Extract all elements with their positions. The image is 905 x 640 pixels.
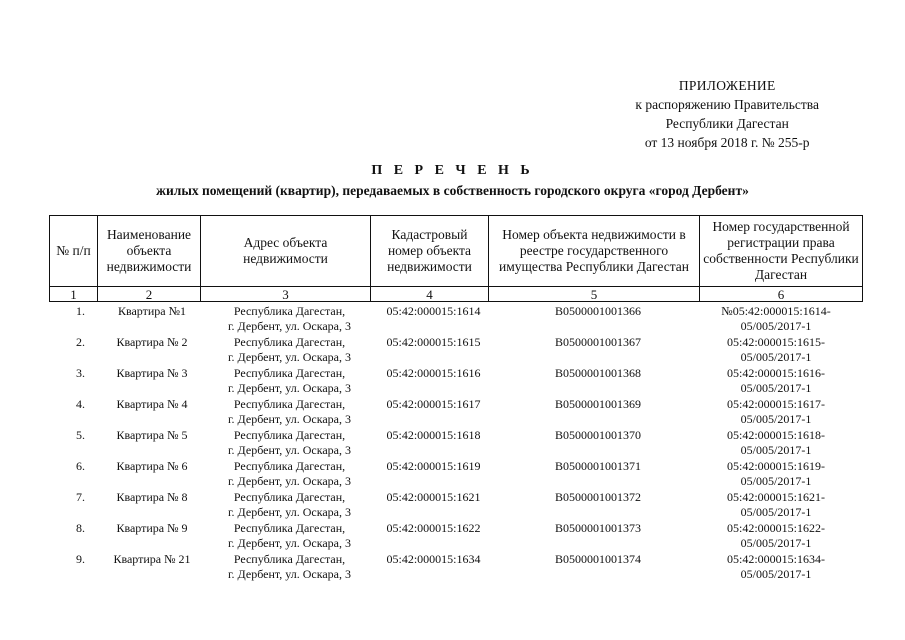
registry-number-text: В0500001001374 bbox=[554, 552, 641, 566]
object-name bbox=[98, 490, 201, 521]
row-number-text: 3. bbox=[76, 366, 85, 380]
cadastral-number-text: 05:42:000015:1618 bbox=[386, 428, 481, 442]
row-number-text: 8. bbox=[76, 521, 85, 535]
registry-number-text: В0500001001368 bbox=[554, 366, 641, 380]
state-registration-number bbox=[700, 428, 863, 459]
object-address bbox=[201, 335, 371, 366]
state-registration-line-2: 05/005/2017-1 bbox=[740, 318, 812, 333]
state-registration-line-1: 05:42:000015:1619- bbox=[727, 459, 825, 473]
table-row bbox=[50, 459, 863, 490]
object-address bbox=[201, 397, 371, 428]
column-number: 6 bbox=[700, 287, 863, 302]
state-registration-number bbox=[700, 552, 863, 583]
row-number bbox=[50, 490, 98, 521]
state-registration-line-1: 05:42:000015:1618- bbox=[727, 428, 825, 442]
state-registration-line-2: 05/005/2017-1 bbox=[740, 349, 812, 364]
address-line-2: г. Дербент, ул. Оскара, 3 bbox=[227, 473, 352, 488]
header-number: № п/п bbox=[50, 216, 98, 287]
registry-number bbox=[489, 552, 700, 583]
cadastral-number-text: 05:42:000015:1616 bbox=[386, 366, 481, 380]
table-column-numbers-row bbox=[50, 287, 863, 302]
row-number-text: 4. bbox=[76, 397, 85, 411]
state-registration-line-1: 05:42:000015:1622- bbox=[727, 521, 825, 535]
table-row bbox=[50, 366, 863, 397]
row-number bbox=[50, 335, 98, 366]
address-line-2: г. Дербент, ул. Оскара, 3 bbox=[227, 318, 352, 333]
state-registration-line-1: 05:42:000015:1616- bbox=[727, 366, 825, 380]
row-number bbox=[50, 366, 98, 397]
object-address bbox=[201, 521, 371, 552]
cadastral-number-text: 05:42:000015:1615 bbox=[386, 335, 481, 349]
address-line-2: г. Дербент, ул. Оскара, 3 bbox=[227, 349, 352, 364]
address-line-2: г. Дербент, ул. Оскара, 3 bbox=[227, 442, 352, 457]
header-cadastral: Кадастровый номер объекта недвижимости bbox=[371, 216, 489, 287]
state-registration-number bbox=[700, 521, 863, 552]
object-address bbox=[201, 366, 371, 397]
object-address bbox=[201, 428, 371, 459]
table-row bbox=[50, 302, 863, 336]
cadastral-number bbox=[371, 521, 489, 552]
row-number-text: 6. bbox=[76, 459, 85, 473]
state-registration-line-2: 05/005/2017-1 bbox=[740, 411, 812, 426]
column-number: 3 bbox=[201, 287, 371, 302]
cadastral-number-text: 05:42:000015:1634 bbox=[386, 552, 481, 566]
header-address: Адрес объекта недвижимости bbox=[201, 216, 371, 287]
state-registration-number bbox=[700, 335, 863, 366]
cadastral-number bbox=[371, 459, 489, 490]
cadastral-number bbox=[371, 397, 489, 428]
registry-number-text: В0500001001372 bbox=[554, 490, 641, 504]
registry-number bbox=[489, 490, 700, 521]
state-registration-number bbox=[700, 302, 863, 336]
table-row bbox=[50, 335, 863, 366]
object-name bbox=[98, 521, 201, 552]
object-name bbox=[98, 366, 201, 397]
table-row bbox=[50, 428, 863, 459]
cadastral-number-text: 05:42:000015:1614 bbox=[386, 304, 481, 318]
object-name-text: Квартира № 9 bbox=[116, 521, 188, 535]
registry-number bbox=[489, 428, 700, 459]
row-number-text: 7. bbox=[76, 490, 85, 504]
registry-number-text: В0500001001366 bbox=[554, 304, 641, 318]
annex-line-order: к распоряжению Правительства bbox=[635, 97, 819, 112]
table-row bbox=[50, 490, 863, 521]
state-registration-number bbox=[700, 490, 863, 521]
row-number bbox=[50, 397, 98, 428]
annex-title: ПРИЛОЖЕНИЕ bbox=[678, 78, 776, 93]
address-line-1: Республика Дагестан, bbox=[233, 397, 346, 411]
state-registration-line-2: 05/005/2017-1 bbox=[740, 535, 812, 550]
object-name bbox=[98, 302, 201, 336]
address-line-2: г. Дербент, ул. Оскара, 3 bbox=[227, 566, 352, 581]
objects-table bbox=[49, 215, 863, 583]
annex-line-date: от 13 ноября 2018 г. № 255-р bbox=[644, 135, 810, 150]
object-name-text: Квартира № 6 bbox=[116, 459, 188, 473]
object-name-text: Квартира № 5 bbox=[116, 428, 188, 442]
annex-block bbox=[635, 76, 819, 152]
state-registration-line-1: 05:42:000015:1617- bbox=[727, 397, 825, 411]
address-line-2: г. Дербент, ул. Оскара, 3 bbox=[227, 504, 352, 519]
object-name-text: Квартира №1 bbox=[117, 304, 187, 318]
state-registration-line-1: №05:42:000015:1614- bbox=[721, 304, 831, 318]
annex-line-republic: Республики Дагестан bbox=[665, 116, 789, 131]
registry-number-text: В0500001001371 bbox=[554, 459, 641, 473]
state-registration-number bbox=[700, 459, 863, 490]
address-line-1: Республика Дагестан, bbox=[233, 428, 346, 442]
cadastral-number-text: 05:42:000015:1617 bbox=[386, 397, 481, 411]
registry-number bbox=[489, 459, 700, 490]
document-subtitle: жилых помещений (квартир), передаваемых в собственность городского округа «город Дербент» bbox=[156, 183, 749, 198]
table-row bbox=[50, 397, 863, 428]
row-number-text: 1. bbox=[76, 304, 85, 318]
row-number-text: 5. bbox=[76, 428, 85, 442]
address-line-2: г. Дербент, ул. Оскара, 3 bbox=[227, 411, 352, 426]
state-registration-line-2: 05/005/2017-1 bbox=[740, 566, 812, 581]
object-name bbox=[98, 552, 201, 583]
header-registry: Номер объекта недвижимости в реестре государственного имущества Республики Дагестан bbox=[489, 216, 700, 287]
column-number: 5 bbox=[489, 287, 700, 302]
header-name: Наименование объекта недвижимости bbox=[98, 216, 201, 287]
address-line-1: Республика Дагестан, bbox=[233, 521, 346, 535]
object-address bbox=[201, 459, 371, 490]
cadastral-number-text: 05:42:000015:1621 bbox=[386, 490, 481, 504]
object-address bbox=[201, 490, 371, 521]
object-name bbox=[98, 335, 201, 366]
cadastral-number bbox=[371, 552, 489, 583]
registry-number bbox=[489, 521, 700, 552]
registry-number bbox=[489, 302, 700, 336]
registry-number bbox=[489, 366, 700, 397]
object-name bbox=[98, 397, 201, 428]
row-number bbox=[50, 302, 98, 336]
cadastral-number bbox=[371, 302, 489, 336]
object-address bbox=[201, 302, 371, 336]
state-registration-number bbox=[700, 397, 863, 428]
table-header-row bbox=[50, 216, 863, 287]
row-number-text: 9. bbox=[76, 552, 85, 566]
object-name-text: Квартира № 2 bbox=[116, 335, 188, 349]
registry-number-text: В0500001001373 bbox=[554, 521, 641, 535]
address-line-1: Республика Дагестан, bbox=[233, 490, 346, 504]
cadastral-number bbox=[371, 428, 489, 459]
address-line-1: Республика Дагестан, bbox=[233, 552, 346, 566]
row-number bbox=[50, 428, 98, 459]
row-number bbox=[50, 552, 98, 583]
column-number: 1 bbox=[50, 287, 98, 302]
address-line-1: Республика Дагестан, bbox=[233, 304, 346, 318]
cadastral-number-text: 05:42:000015:1622 bbox=[386, 521, 481, 535]
object-name-text: Квартира № 8 bbox=[116, 490, 188, 504]
state-registration-line-1: 05:42:000015:1634- bbox=[727, 552, 825, 566]
column-number: 2 bbox=[98, 287, 201, 302]
object-name-text: Квартира № 21 bbox=[113, 552, 191, 566]
state-registration-line-2: 05/005/2017-1 bbox=[740, 504, 812, 519]
address-line-1: Республика Дагестан, bbox=[233, 366, 346, 380]
header-state-registration: Номер государственной регистрации права собственности Республики Дагестан bbox=[700, 216, 863, 287]
state-registration-number bbox=[700, 366, 863, 397]
document-title: П Е Р Е Ч Е Н Ь bbox=[371, 163, 534, 178]
address-line-2: г. Дербент, ул. Оскара, 3 bbox=[227, 535, 352, 550]
state-registration-line-2: 05/005/2017-1 bbox=[740, 380, 812, 395]
table-row bbox=[50, 552, 863, 583]
state-registration-line-2: 05/005/2017-1 bbox=[740, 473, 812, 488]
object-name-text: Квартира № 4 bbox=[116, 397, 188, 411]
row-number bbox=[50, 521, 98, 552]
address-line-2: г. Дербент, ул. Оскара, 3 bbox=[227, 380, 352, 395]
cadastral-number bbox=[371, 490, 489, 521]
registry-number-text: В0500001001369 bbox=[554, 397, 641, 411]
address-line-1: Республика Дагестан, bbox=[233, 459, 346, 473]
object-name bbox=[98, 459, 201, 490]
state-registration-line-1: 05:42:000015:1615- bbox=[727, 335, 825, 349]
row-number-text: 2. bbox=[76, 335, 85, 349]
cadastral-number bbox=[371, 366, 489, 397]
registry-number bbox=[489, 335, 700, 366]
address-line-1: Республика Дагестан, bbox=[233, 335, 346, 349]
state-registration-line-1: 05:42:000015:1621- bbox=[727, 490, 825, 504]
registry-number bbox=[489, 397, 700, 428]
state-registration-line-2: 05/005/2017-1 bbox=[740, 442, 812, 457]
table-row bbox=[50, 521, 863, 552]
registry-number-text: В0500001001370 bbox=[554, 428, 641, 442]
cadastral-number-text: 05:42:000015:1619 bbox=[386, 459, 481, 473]
column-number: 4 bbox=[371, 287, 489, 302]
registry-number-text: В0500001001367 bbox=[554, 335, 641, 349]
cadastral-number bbox=[371, 335, 489, 366]
object-name bbox=[98, 428, 201, 459]
row-number bbox=[50, 459, 98, 490]
object-address bbox=[201, 552, 371, 583]
object-name-text: Квартира № 3 bbox=[116, 366, 188, 380]
